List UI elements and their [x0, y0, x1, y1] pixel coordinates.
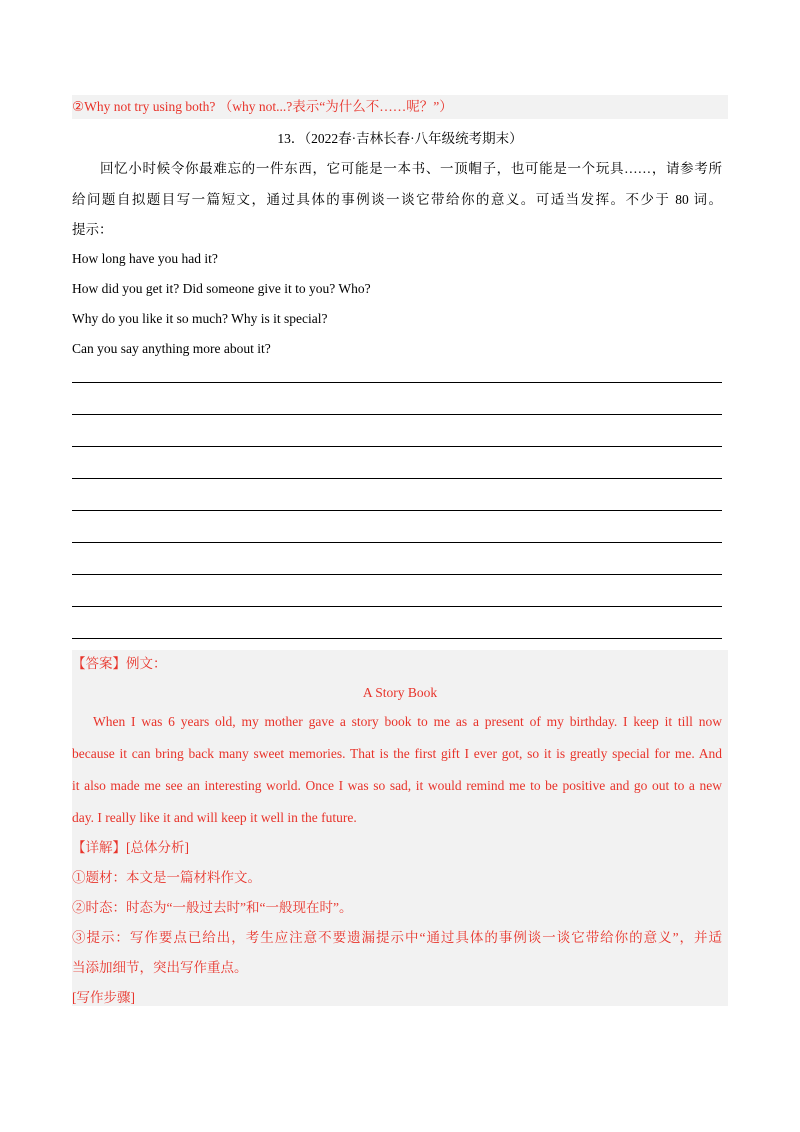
question-heading: 13．（2022春·吉林长春·八年级统考期末） [277, 131, 523, 146]
writing-line [72, 414, 722, 415]
answer-band [72, 650, 728, 1006]
writing-line [72, 446, 722, 447]
analysis-label: 【详解】[总体分析] [72, 840, 189, 855]
top-note: ②Why not try using both? （why not...?表示“为什么不……呢？”） [72, 99, 453, 114]
writing-line [72, 382, 722, 383]
writing-line [72, 574, 722, 575]
writing-line [72, 542, 722, 543]
question-prompt-line-1: 回忆小时候令你最难忘的一件东西，它可能是一本书、一顶帽子，也可能是一个玩具……，请参考所 [100, 161, 722, 176]
essay-line-3: it also made me see an interesting world. Once I was so sad, it would remind me to be positive and go out to a new [72, 778, 722, 793]
analysis-item: ②时态：时态为“一般过去时”和“一般现在时”。 [72, 900, 353, 915]
writing-line [72, 478, 722, 479]
writing-line [72, 510, 722, 511]
hint-item: How did you get it? Did someone give it to you? Who? [72, 281, 371, 296]
hint-item: Why do you like it so much? Why is it special? [72, 311, 328, 326]
essay-line-4: day. I really like it and will keep it well in the future. [72, 810, 357, 825]
writing-line [72, 638, 722, 639]
essay-line-1: When I was 6 years old, my mother gave a story book to me as a present of my birthday. I keep it till now [93, 714, 722, 729]
analysis-item: ③提示：写作要点已给出，考生应注意不要遗漏提示中“通过具体的事例谈一谈它带给你的意义”，并适 [72, 930, 722, 945]
essay-title: A Story Book [362, 685, 438, 700]
analysis-item: 当添加细节，突出写作重点。 [72, 960, 248, 975]
hint-item: How long have you had it? [72, 251, 218, 266]
writing-steps-label: [写作步骤] [72, 990, 135, 1005]
analysis-item: ①题材：本文是一篇材料作文。 [72, 870, 261, 885]
answer-label: 【答案】例文： [72, 656, 167, 671]
essay-line-2: because it can bring back many sweet memories. That is the first gift I ever got, so it is greatly special for me. And [72, 746, 722, 761]
writing-line [72, 606, 722, 607]
hint-item: Can you say anything more about it? [72, 341, 271, 356]
hints-label: 提示： [72, 222, 113, 237]
question-prompt-line-2: 给问题自拟题目写一篇短文，通过具体的事例谈一谈它带给你的意义。可适当发挥。不少于 80 词。 [72, 192, 722, 207]
